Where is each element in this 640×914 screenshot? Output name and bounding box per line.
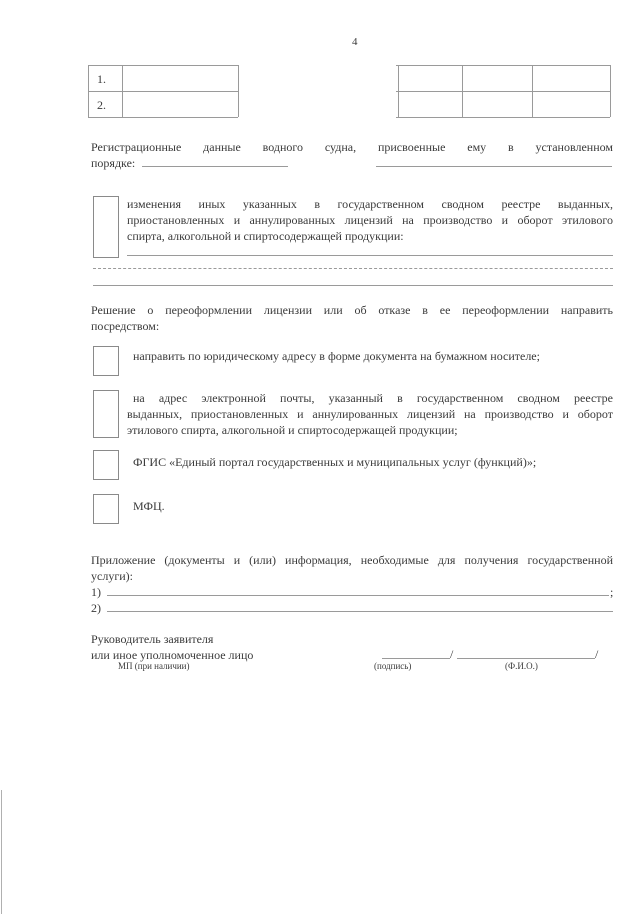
registration-field-line — [376, 166, 612, 167]
attachments-text-2: услуги): — [91, 569, 133, 583]
attachment-field-line — [107, 595, 609, 596]
email-option-text: выданных, приостановленных и аннулированных лицензий на производство и оборот — [127, 407, 613, 421]
attachment-item-number: 1) — [91, 585, 101, 599]
scan-edge-mark — [1, 790, 2, 914]
paper-option-text: направить по юридическому адресу в форме документа на бумажном носителе; — [133, 349, 540, 363]
changes-text: изменения иных указанных в государственном сводном реестре выданных, — [127, 197, 613, 211]
mfc-option-text: МФЦ. — [133, 499, 165, 513]
stamp-caption: МП (при наличии) — [118, 661, 190, 671]
changes-field-line — [127, 255, 613, 256]
page-number: 4 — [352, 36, 358, 48]
signature-slash-end: / — [595, 647, 599, 661]
table-row-number: 1. — [97, 72, 106, 86]
email-option-text: этилового спирта, алкогольной и спиртосодержащей продукции; — [127, 423, 458, 437]
attachments-text: Приложение (документы и (или) информация, необходимые для получения государственной — [91, 553, 613, 567]
changes-field-line — [93, 285, 613, 286]
changes-text: спирта, алкогольной и спиртосодержащей продукции: — [127, 229, 404, 243]
decision-text-2: посредством: — [91, 319, 160, 333]
paper-checkbox[interactable] — [93, 346, 119, 376]
registration-text-2: порядке: — [91, 156, 136, 170]
portal-checkbox[interactable] — [93, 450, 119, 480]
email-checkbox[interactable] — [93, 390, 119, 438]
attachment-item-end: ; — [610, 585, 614, 599]
email-option-text: на адрес электронной почты, указанный в государственном сводном реестре — [133, 391, 613, 405]
changes-checkbox[interactable] — [93, 196, 119, 258]
signer-title: Руководитель заявителя — [91, 632, 214, 646]
mfc-checkbox[interactable] — [93, 494, 119, 524]
signer-title-2: или иное уполномоченное лицо — [91, 648, 254, 662]
registration-text: Регистрационные данные водного судна, присвоенные ему в установленном — [91, 140, 613, 154]
table-row-number: 2. — [97, 98, 106, 112]
signature-slash: / — [450, 647, 454, 661]
decision-text: Решение о переоформлении лицензии или об отказе в ее переоформлении направить — [91, 303, 613, 317]
signature-line — [382, 658, 450, 659]
changes-field-line — [93, 268, 613, 269]
portal-option-text: ФГИС «Единый портал государственных и муниципальных услуг (функций)»; — [133, 455, 537, 469]
registration-field-line — [142, 166, 288, 167]
name-line — [457, 658, 595, 659]
attachment-item-number: 2) — [91, 601, 101, 615]
signature-caption: (подпись) — [374, 661, 412, 671]
attachment-field-line — [107, 611, 613, 612]
name-caption: (Ф.И.О.) — [505, 661, 538, 671]
changes-text: приостановленных и аннулированных лицензий на производство и оборот этилового — [127, 213, 613, 227]
